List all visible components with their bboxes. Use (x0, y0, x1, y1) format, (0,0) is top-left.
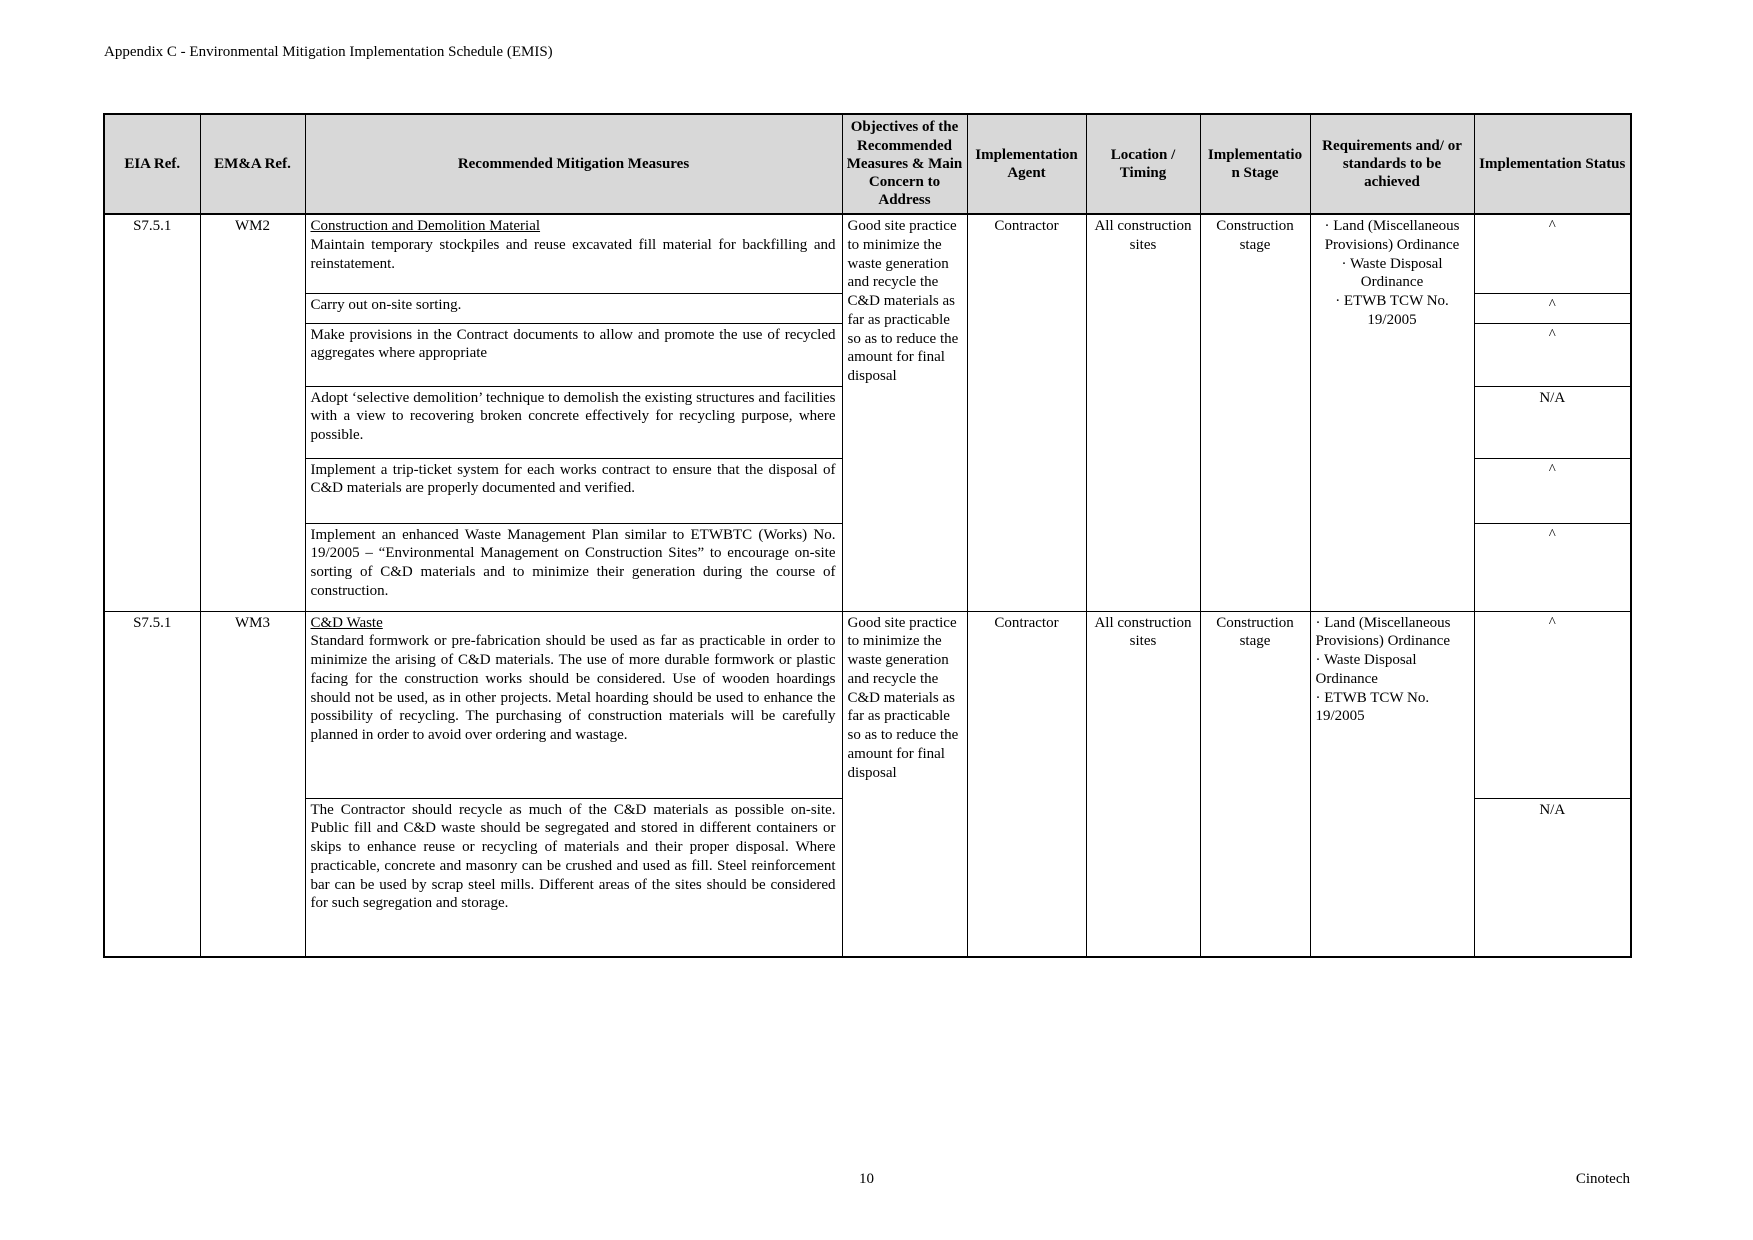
cell-agent: Contractor (967, 611, 1086, 957)
col-header-measures: Recommended Mitigation Measures (305, 114, 842, 214)
measure-text: Standard formwork or pre-fabrication should be used as far as practicable in order to minimize the arising of C&D materials. The use of more durable formwork or plastic facing for the construction works should be considered. Use of wooden hoardings should not be used, as in other projects. Metal hoarding should be used to enhance the possibility of recycling. The purchasing of construction materials will be carefully planned in order to avoid over ordering and wastage. (310, 633, 836, 743)
requirement-item: · ETWB TCW No. 19/2005 (1315, 689, 1430, 725)
measure-text: Implement an enhanced Waste Management Plan similar to ETWBTC (Works) No. 19/2005 – “Environmental Management on Construction Sites” to encourage on-site sorting of C&D materials and to minimize their generation during the course of construction. (310, 526, 836, 599)
cell-eia-ref: S7.5.1 (104, 611, 200, 957)
col-header-objectives: Objectives of the Recommended Measures & Main Concern to Address (842, 114, 967, 214)
requirement-item: · ETWB TCW No. 19/2005 (1335, 293, 1449, 328)
col-header-status: Implementation Status (1474, 114, 1631, 214)
cell-status: ^ (1474, 523, 1631, 611)
cell-status: ^ (1474, 293, 1631, 323)
cell-measure (305, 293, 842, 323)
table-row (104, 214, 1631, 293)
cell-ema-ref: WM3 (200, 611, 305, 957)
requirement-item: · Land (Miscellaneous Provisions) Ordinance (1324, 218, 1460, 253)
cell-measure (305, 611, 842, 798)
cell-status: ^ (1474, 611, 1631, 798)
cell-measure (305, 323, 842, 386)
page-title: Appendix C - Environmental Mitigation Implementation Schedule (EMIS) (104, 44, 553, 60)
col-header-stage: Implementation Stage (1200, 114, 1310, 214)
cell-ema-ref: WM2 (200, 214, 305, 611)
cell-requirements (1310, 611, 1474, 957)
requirement-item: · Land (Miscellaneous Provisions) Ordinance (1315, 614, 1451, 650)
emis-table (103, 113, 1632, 958)
cell-objectives: Good site practice to minimize the waste generation and recycle the C&D materials as far as practicable so as to reduce the amount for final disposal (842, 611, 967, 957)
measure-heading: Construction and Demolition Material (310, 218, 541, 234)
measure-text: Implement a trip-ticket system for each works contract to ensure that the disposal of C&D materials are properly documented and verified. (310, 461, 836, 497)
cell-status: N/A (1474, 798, 1631, 957)
col-header-requirements: Requirements and/ or standards to be achieved (1310, 114, 1474, 214)
cell-status: N/A (1474, 386, 1631, 458)
measure-text: Maintain temporary stockpiles and reuse excavated fill material for backfilling and reinstatement. (310, 236, 836, 272)
cell-status: ^ (1474, 323, 1631, 386)
col-header-eia-ref: EIA Ref. (104, 114, 200, 214)
col-header-ema-ref: EM&A Ref. (200, 114, 305, 214)
measure-text: Make provisions in the Contract documents to allow and promote the use of recycled aggregates where appropriate (310, 326, 836, 362)
measure-text: Carry out on-site sorting. (310, 296, 462, 313)
requirement-item: · Waste Disposal Ordinance (1341, 255, 1443, 291)
cell-objectives: Good site practice to minimize the waste generation and recycle the C&D materials as far as practicable so as to reduce the amount for final disposal (842, 214, 967, 611)
requirement-item: · Waste Disposal Ordinance (1315, 652, 1417, 687)
cell-measure (305, 798, 842, 957)
cell-measure (305, 523, 842, 611)
cell-stage: Construction stage (1200, 214, 1310, 611)
cell-eia-ref: S7.5.1 (104, 214, 200, 611)
cell-location: All construction sites (1086, 611, 1200, 957)
cell-status: ^ (1474, 214, 1631, 293)
footer-page-number: 10 (859, 1171, 874, 1187)
cell-agent: Contractor (967, 214, 1086, 611)
col-header-agent: Implementation Agent (967, 114, 1086, 214)
cell-stage: Construction stage (1200, 611, 1310, 957)
cell-measure (305, 214, 842, 293)
measure-heading: C&D Waste (310, 614, 383, 631)
table-row (104, 611, 1631, 798)
cell-measure (305, 458, 842, 523)
cell-measure (305, 386, 842, 458)
cell-requirements (1310, 214, 1474, 611)
footer-company: Cinotech (1575, 1171, 1630, 1187)
col-header-location: Location / Timing (1086, 114, 1200, 214)
cell-location: All construction sites (1086, 214, 1200, 611)
measure-text: Adopt ‘selective demolition’ technique to demolish the existing structures and facilities with a view to recovering broken concrete effectively for recycling purpose, where possible. (310, 389, 836, 443)
table-header-row (104, 114, 1631, 214)
measure-text: The Contractor should recycle as much of the C&D materials as possible on-site. Public fill and C&D waste should be segregated and stored in different containers or skips to enhance reuse or recycling of materials and their proper disposal. Where practicable, concrete and masonry can be crushed and used as fill. Steel reinforcement bar can be used by scrap steel mills. Different areas of the sites should be considered for such segregation and storage. (310, 801, 836, 912)
cell-status: ^ (1474, 458, 1631, 523)
